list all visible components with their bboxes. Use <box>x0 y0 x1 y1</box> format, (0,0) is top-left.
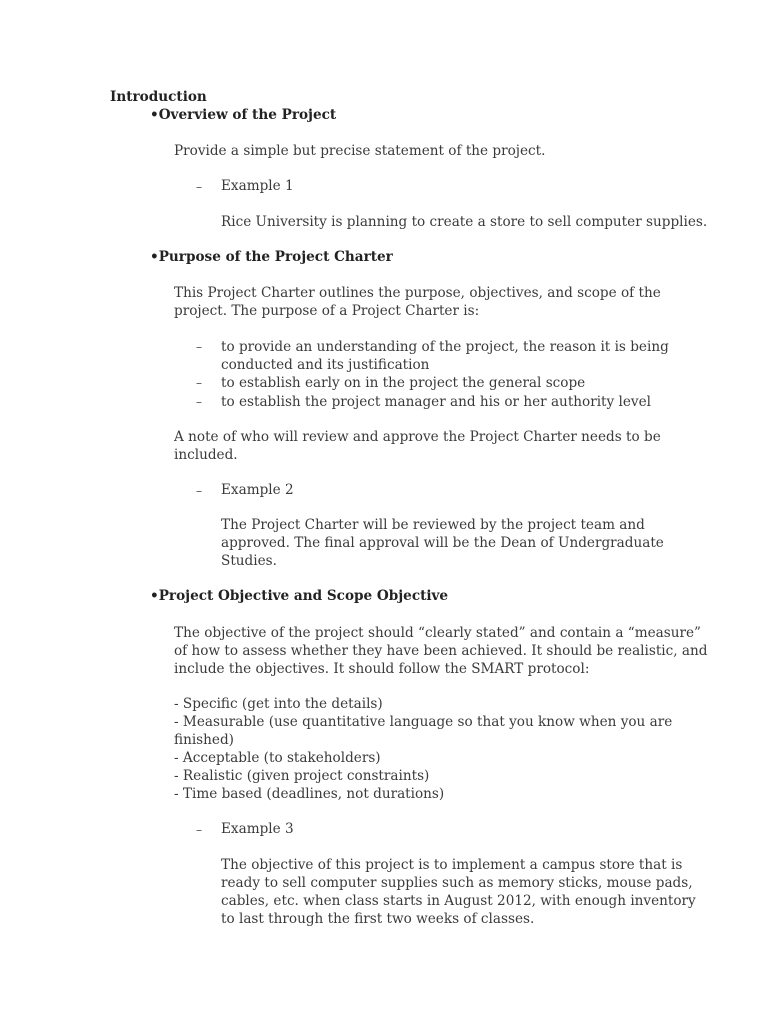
example-text <box>221 856 696 928</box>
list-item <box>221 338 669 374</box>
section-title: Overview of the Project <box>158 107 337 123</box>
list-item: to establish the project manager and his or her authority level <box>221 394 651 410</box>
example-line: The objective of this project is to implement a campus store that is <box>221 857 683 873</box>
smart-line: - Acceptable (to stakeholders) <box>174 750 381 766</box>
paragraph: Provide a simple but precise statement of the project. <box>174 143 546 159</box>
list-item-line: to provide an understanding of the project, the reason it is being <box>221 339 669 355</box>
section-heading <box>150 249 393 265</box>
bullet-icon: • <box>150 107 159 123</box>
example-label: Example 3 <box>221 821 294 837</box>
section-heading <box>150 107 336 123</box>
paragraph-line: include the objectives. It should follow the SMART protocol: <box>174 661 590 677</box>
paragraph <box>174 284 661 320</box>
dash-icon: – <box>196 823 202 837</box>
smart-line: - Measurable (use quantitative language so that you know when you are <box>174 714 673 730</box>
example-label: Example 1 <box>221 178 294 194</box>
example-text <box>221 516 664 570</box>
dash-icon: – <box>196 376 202 390</box>
smart-line: - Time based (deadlines, not durations) <box>174 786 445 802</box>
list-item: to establish early on in the project the general scope <box>221 375 586 391</box>
paragraph-line: A note of who will review and approve the Project Charter needs to be <box>174 429 661 445</box>
example-line: Studies. <box>221 553 277 569</box>
dash-icon: – <box>196 484 202 498</box>
example-line: cables, etc. when class starts in August 2012, with enough inventory <box>221 893 696 909</box>
example-line: ready to sell computer supplies such as memory sticks, mouse pads, <box>221 875 693 891</box>
paragraph-line: The objective of the project should “clearly stated” and contain a “measure” <box>174 625 701 641</box>
example-line: to last through the first two weeks of classes. <box>221 911 535 927</box>
section-title: Project Objective and Scope Objective <box>158 588 449 604</box>
paragraph-line: This Project Charter outlines the purpose, objectives, and scope of the <box>174 285 661 301</box>
example-text: Rice University is planning to create a store to sell computer supplies. <box>221 214 708 230</box>
dash-icon: – <box>196 340 202 354</box>
smart-line: finished) <box>174 732 234 748</box>
paragraph-line: included. <box>174 447 238 463</box>
dash-icon: – <box>196 395 202 409</box>
paragraph <box>174 428 661 464</box>
smart-list <box>174 695 672 803</box>
dash-icon: – <box>196 180 202 194</box>
example-line: approved. The final approval will be the Dean of Undergraduate <box>221 535 664 551</box>
section-heading <box>150 588 448 604</box>
section-title: Purpose of the Project Charter <box>158 249 393 265</box>
smart-line: - Realistic (given project constraints) <box>174 768 430 784</box>
example-line: The Project Charter will be reviewed by the project team and <box>221 517 645 533</box>
bullet-icon: • <box>150 588 159 604</box>
paragraph-line: of how to assess whether they have been achieved. It should be realistic, and <box>174 643 708 659</box>
bullet-icon: • <box>150 249 159 265</box>
smart-line: - Specific (get into the details) <box>174 696 383 712</box>
list-item-line: conducted and its justification <box>221 357 430 373</box>
paragraph-line: project. The purpose of a Project Charter is: <box>174 303 480 319</box>
example-label: Example 2 <box>221 482 294 498</box>
intro-heading: Introduction <box>110 89 207 105</box>
paragraph <box>174 624 707 678</box>
